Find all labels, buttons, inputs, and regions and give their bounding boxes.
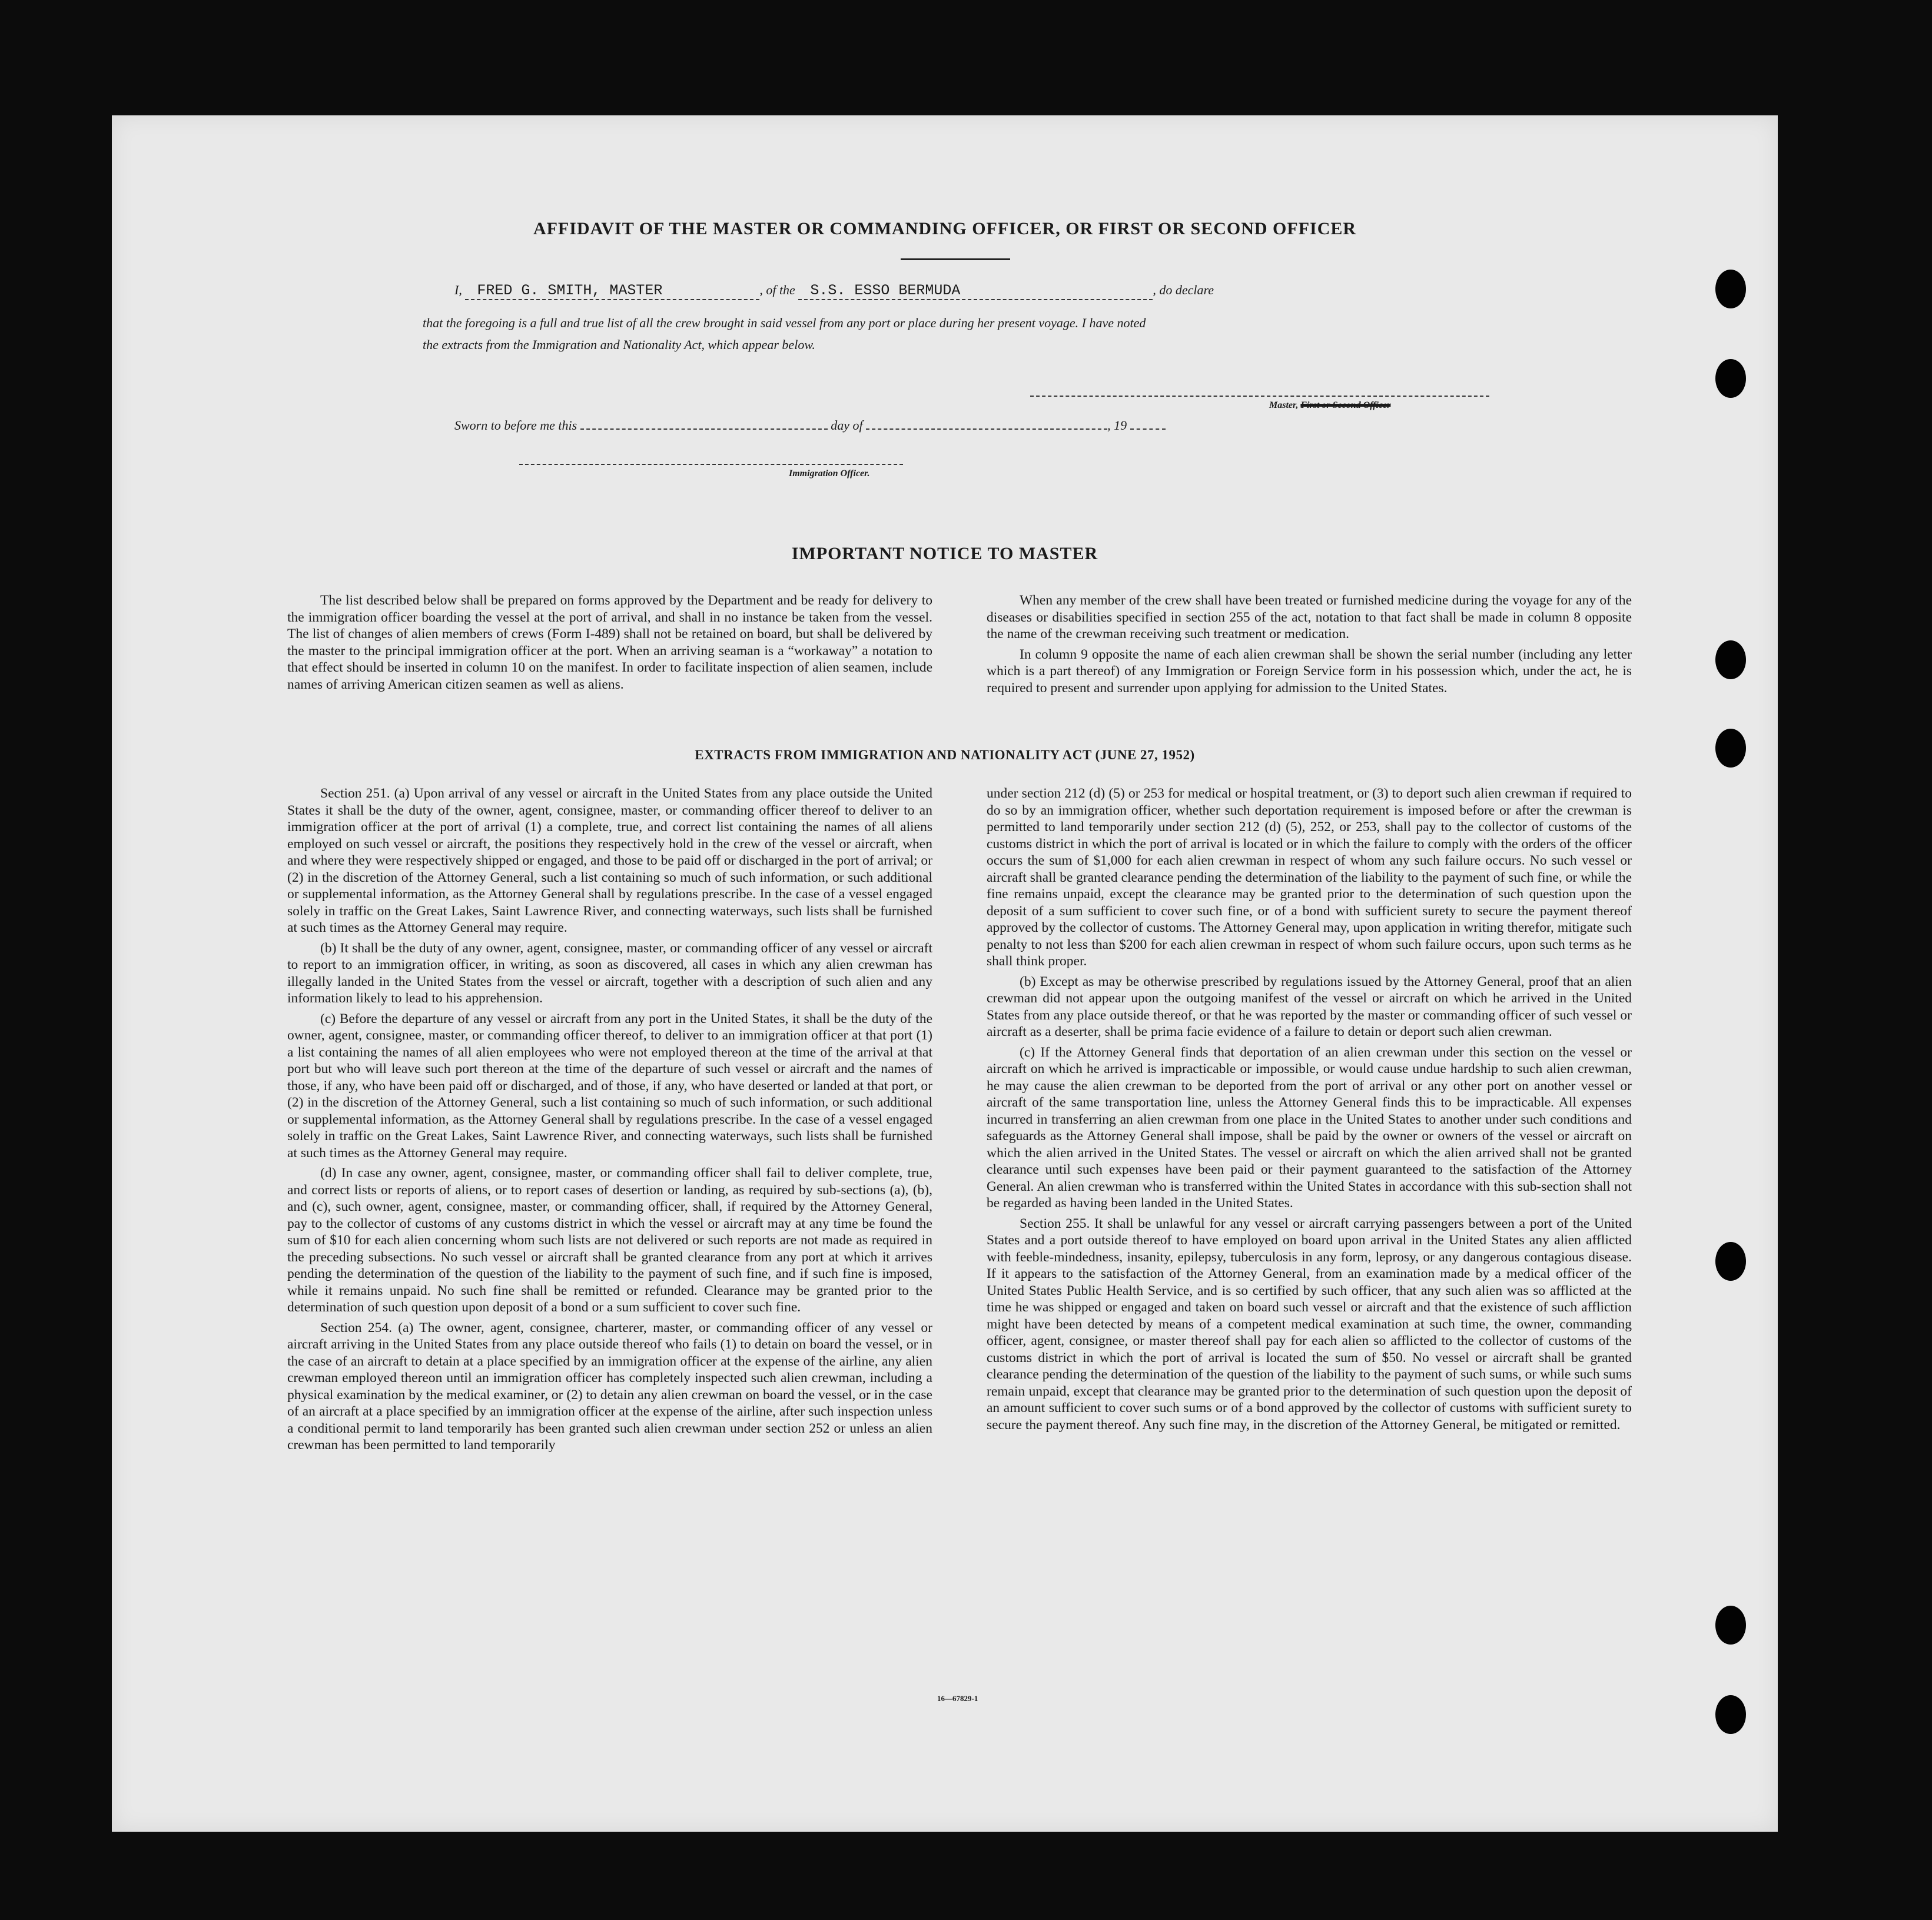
punch-hole [1715, 1242, 1746, 1281]
extracts-right-column [987, 785, 1632, 1437]
notice-paragraph: When any member of the crew shall have been treated or furnished medicine during the voyage for any of the diseases or disabilities specified in section 255 of the act, notation to that fact shall be made in column 8 opposite the name of the crewman receiving such treatment or medication. [987, 593, 1632, 642]
section-251a: Section 251. (a) Upon arrival of any vessel or aircraft in the United States from any place outside the United States it shall be the duty of the owner, agent, consignee, master, or commanding officer thereof to deliver to an immigration officer at the port of arrival (1) a complete, true, and correct list containing the names of all aliens employed on such vessel or aircraft, the positions they respectively hold in the crew of the vessel or aircraft, when and where they were respectively shipped or engaged, and those to be paid off or discharged in the port of arrival; or (2) in the discretion of the Attorney General, such a list containing so much of such information, or such additional or supplemental information, as the Attorney General shall by regulations prescribe. In the case of a vessel engaged solely in traffic on the Great Lakes, Saint Lawrence River, and connecting waterways, such lists shall be furnished at such times as the Attorney General may require. [287, 786, 932, 935]
immigration-officer-caption: Immigration Officer. [789, 469, 870, 479]
declaration-line-3: the extracts from the Immigration and Nationality Act, which appear below. [423, 337, 815, 352]
form-code: 16—67829-1 [937, 1694, 978, 1703]
punch-hole [1715, 640, 1746, 679]
sworn-year-field [1130, 428, 1166, 430]
sworn-day-field [580, 428, 828, 430]
year-prefix-label: , 19 [1107, 418, 1127, 433]
declaration-line-1 [454, 282, 1214, 300]
sworn-label: Sworn to before me this [454, 418, 577, 433]
section-251b: (b) It shall be the duty of any owner, agent, consignee, master, or commanding officer of any vessel or aircraft to report to an immigration officer, in writing, as soon as discovered, all cases in which any alien crewman has illegally landed in the United States from the vessel or aircraft, together with a description of such alien and any information likely to lead to his apprehension. [287, 940, 932, 1006]
sworn-line [454, 418, 1166, 433]
master-signature-line [1030, 396, 1489, 397]
notice-paragraph: In column 9 opposite the name of each alien crewman shall be shown the serial number (including any letter which is a part thereof) of any Immigration or Foreign Service form in his possession which, under the act, he is required to present and surrender upon applying for admission to the United States. [987, 646, 1632, 696]
of-the-label: , of the [759, 283, 795, 297]
notice-right-column [987, 592, 1632, 700]
declaration-line-2: that the foregoing is a full and true list of all the crew brought in said vessel from any port or place during her present voyage. I have noted [423, 315, 1146, 330]
punch-hole [1715, 359, 1746, 398]
do-declare-label: , do declare [1153, 283, 1214, 297]
section-254b: (b) Except as may be otherwise prescribed by regulations issued by the Attorney General, proof that an alien crewman did not appear upon the outgoing manifest of the vessel or aircraft on which he arrived in the United States from any place outside thereof, or that he was reported by the master or commanding officer of such vessel or aircraft as a deserter, shall be prima facie evidence of a failure to detain or deport such alien crewman. [987, 974, 1632, 1039]
extracts-title: EXTRACTS FROM IMMIGRATION AND NATIONALITY ACT (JUNE 27, 1952) [695, 748, 1195, 762]
notice-title: IMPORTANT NOTICE TO MASTER [791, 544, 1098, 563]
document-page [112, 115, 1778, 1832]
section-254c: (c) If the Attorney General finds that deportation of an alien crewman under this section on the vessel or aircraft on which he arrived is impracticable or impossible, or would cause undue hardship to such alien crewman, he may cause the alien crewman to be deported from the port of arrival or any other port on another vessel or aircraft of the same transportation line, unless the Attorney General finds this to be impracticable. All expenses incurred in transferring an alien crewman from one place in the United States to another under such conditions and safeguards as the Attorney General shall impose, shall be paid by the owner or owners of the vessel or aircraft on which the alien arrived in the United States. The vessel or aircraft on which the alien arrived shall not be granted clearance until such expenses have been paid or their payment guaranteed to the satisfaction of the Attorney General. An alien crewman who is transferred within the United States in accordance with this sub-section shall not be regarded as having been landed in the United States. [987, 1044, 1632, 1211]
section-251d: (d) In case any owner, agent, consignee, master, or commanding officer shall fail to deliver complete, true, and correct lists or reports of aliens, or to report cases of desertion or landing, as required by sub-sections (a), (b), and (c), such owner, agent, consignee, master, or commanding officer, shall, if required by the Attorney General, pay to the collector of customs of any customs district in which the vessel or aircraft may at any time be found the sum of $10 for each alien concerning whom such lists are not delivered or such reports are not made as required in the preceding subsections. No such vessel or aircraft shall be granted clearance from any port at which it arrives pending the determination of the question of the liability to the payment of such fine, and if such fine is imposed, while it remains unpaid. No such fine shall be remitted or refunded. Clearance may be granted prior to the determination of such question upon deposit of a bond or a sum sufficient to cover such fine. [287, 1165, 932, 1315]
punch-hole [1715, 1606, 1746, 1645]
master-name-field: FRED G. SMITH, MASTER [465, 282, 759, 300]
notice-left-column [287, 592, 932, 696]
punch-hole [1715, 1695, 1746, 1734]
punch-hole [1715, 729, 1746, 768]
title-divider [901, 258, 1010, 260]
section-251c: (c) Before the departure of any vessel or aircraft from any port in the United States, it shall be the duty of the owner, agent, consignee, master, or commanding officer thereof, to deliver to an immigration officer at that port (1) a list containing the names of all alien employees who were not employed thereon at the time of the arrival at that port but who will leave such port thereon at the time of the departure of such vessel or aircraft and the names of those, if any, who have been paid off or discharged, and of those, if any, who have deserted or landed at that port, or (2) in the discretion of the Attorney General, such a list containing so much of such information, or such additional or supplemental information, as the Attorney General shall by regulations prescribe. In the case of a vessel engaged solely in traffic on the Great Lakes, Saint Lawrence River, and connecting waterways, such lists shall be furnished at such times as the Attorney General may require. [287, 1011, 932, 1161]
punch-hole [1715, 270, 1746, 308]
sworn-month-field [866, 428, 1107, 430]
section-254a-continued: under section 212 (d) (5) or 253 for medical or hospital treatment, or (3) to deport such alien crewman if required to do so by an immigration officer, whether such deportation requirement is imposed before or after the crewman is permitted to land temporarily under section 212 (d) (5), 252, or 253, shall pay to the collector of customs of the customs district in which the port of arrival is located or in which the failure to comply with the orders of the officer occurs the sum of $1,000 for each alien crewman in respect of whom any such failure occurs. No such vessel or aircraft shall be granted clearance pending the determination of the liability to the payment of such fine, or while the fine remains unpaid, except the clearance may be granted prior to the determination of such question upon the deposit of a sum sufficient to cover such fine, or of a bond with sufficient surety to secure the payment thereof approved by the collector of customs. The Attorney General may, upon application in writing therefor, mitigate such penalty to not less than $200 for each alien crewman in respect of whom such failure occurs, upon such terms as he shall think proper. [987, 786, 1632, 969]
struck-officer-title: First or Second Officer [1300, 400, 1391, 410]
notice-paragraph: The list described below shall be prepared on forms approved by the Department and be ready for delivery to the immigration officer boarding the vessel at the port of arrival, and shall in no instance be taken from the vessel. The list of changes of alien members of crews (Form I-489) shall not be retained on board, but shall be delivered by the master to the principal immigration officer at the port. When an arriving seaman is a “workaway” a notation to that effect should be inserted in column 10 on the manifest. In order to facilitate inspection of alien seamen, include names of arriving American citizen seamen as well as aliens. [287, 593, 932, 692]
day-of-label: day of [831, 418, 863, 433]
section-254a: Section 254. (a) The owner, agent, consignee, charterer, master, or commanding officer of any vessel or aircraft arriving in the United States from any place outside thereof who fails (1) to detain on board the vessel, or in the case of an aircraft to detain at a place specified by an immigration officer at the expense of the airline, any alien crewman employed thereon until an immigration officer has completely inspected such alien crewman, including a physical examination by the medical examiner, or (2) to detain any alien crewman on board the vessel, or in the case of an aircraft at a place specified by an immigration officer at the expense of the airline, after such inspection unless a conditional permit to land temporarily has been granted such alien crewman under section 252 or unless an alien crewman has been permitted to land temporarily [287, 1320, 932, 1453]
section-255: Section 255. It shall be unlawful for any vessel or aircraft carrying passengers between a port of the United States and a port outside thereof to have employed on board upon arrival in the United States any alien afflicted with feeble-mindedness, insanity, epilepsy, tuberculosis in any form, leprosy, or any dangerous contagious disease. If it appears to the satisfaction of the Attorney General, from an examination made by a medical officer of the United States Public Health Service, and is so certified by such officer, that any such alien was so afflicted at the time he was shipped or engaged and taken on board such vessel or aircraft and that the existence of such affliction might have been detected by means of a competent medical examination at such time, the owner, commanding officer, agent, consignee, or master thereof shall pay for each alien so afflicted to the collector of customs of the customs district in which the port of arrival is located the sum of $50. No vessel or aircraft shall be granted clearance pending the determination of the question of the liability to the payment of such sums, or while such sums remain unpaid, except that clearance may be granted prior to the determination of such question upon the deposit of an amount sufficient to cover such sums or of a bond approved by the collector of customs with sufficient surety to secure the payment thereof. Any such fine may, in the discretion of the Attorney General, be mitigated or remitted. [987, 1215, 1632, 1433]
affidavit-title: AFFIDAVIT OF THE MASTER OR COMMANDING OFFICER, OR FIRST OR SECOND OFFICER [533, 219, 1357, 238]
officer-signature-line [519, 464, 903, 465]
vessel-name-field: S.S. ESSO BERMUDA [798, 282, 1153, 300]
declaration-prefix: I, [454, 283, 462, 297]
extracts-left-column [287, 785, 932, 1457]
master-signature-caption: Master, First or Second Officer [1269, 400, 1391, 410]
